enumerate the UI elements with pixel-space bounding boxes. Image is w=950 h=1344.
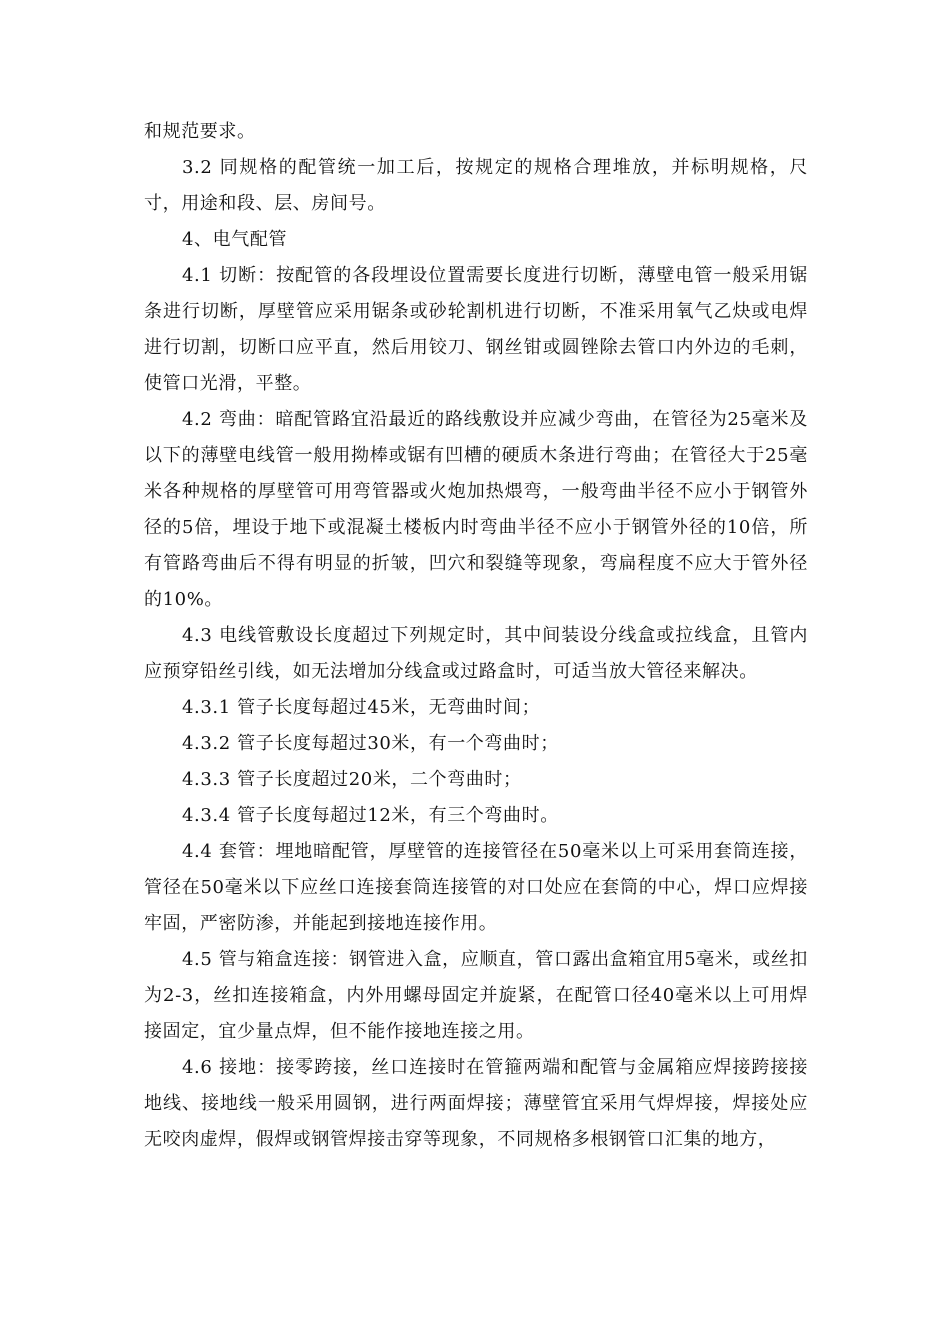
paragraph-4-3: 4.3 电线管敷设长度超过下列规定时，其中间装设分线盒或拉线盒，且管内应预穿铅丝引线，如无法增加分线盒或过路盒时，可适当放大管径来解决。 [144, 625, 808, 682]
paragraph-4-1: 4.1 切断：按配管的各段埋设位置需要长度进行切断，薄壁电管一般采用锯条进行切断，厚壁管应采用锯条或砂轮割机进行切断，不准采用氧气乙炔或电焊进行切割，切断口应平直，然后用铰刀、钢丝钳或圆锉除去管口内外边的毛刺，使管口光滑，平整。 [144, 265, 808, 394]
paragraph-4-5: 4.5 管与箱盒连接：钢管进入盒，应顺直，管口露出盒箱宜用5毫米，或丝扣为2-3，丝扣连接箱盒，内外用螺母固定并旋紧，在配管口径40毫米以上可用焊接固定，宜少量点焊，但不能作接地连接之用。 [144, 949, 808, 1042]
paragraph-3-2: 3.2 同规格的配管统一加工后，按规定的规格合理堆放，并标明规格，尺寸，用途和段、层、房间号。 [144, 157, 808, 214]
paragraph-4-6: 4.6 接地：接零跨接，丝口连接时在管箍两端和配管与金属箱应焊接跨接接地线、接地线一般采用圆钢，进行两面焊接；薄壁管宜采用气焊焊接，焊接处应无咬肉虚焊，假焊或钢管焊接击穿等现象，不同规格多根钢管口汇集的地方， [144, 1057, 808, 1150]
paragraph-4-4: 4.4 套管：埋地暗配管，厚壁管的连接管径在50毫米以上可采用套筒连接，管径在50毫米以下应丝口连接套筒连接管的对口处应在套筒的中心，焊口应焊接牢固，严密防渗，并能起到接地连接作用。 [144, 841, 808, 934]
paragraph-continuation: 和规范要求。 [144, 121, 256, 142]
paragraph-4-3-2: 4.3.2 管子长度每超过30米，有一个弯曲时； [182, 733, 559, 754]
document-body [144, 114, 808, 1158]
paragraph-4-3-3: 4.3.3 管子长度超过20米，二个弯曲时； [182, 769, 522, 790]
paragraph-4-3-4: 4.3.4 管子长度每超过12米，有三个弯曲时。 [182, 805, 559, 826]
section-heading-4: 4、电气配管 [182, 229, 288, 250]
paragraph-4-2: 4.2 弯曲：暗配管路宜沿最近的路线敷设并应减少弯曲，在管径为25毫米及以下的薄壁电线管一般用拗棒或锯有凹槽的硬质木条进行弯曲；在管径大于25毫米各种规格的厚壁管可用弯管器或火炮加热煨弯，一般弯曲半径不应小于钢管外径的5倍，埋设于地下或混凝土楼板内时弯曲半径不应小于钢管外径的10倍，所有管路弯曲后不得有明显的折皱，凹穴和裂缝等现象，弯扁程度不应大于管外径的10%。 [144, 409, 808, 610]
paragraph-4-3-1: 4.3.1 管子长度每超过45米，无弯曲时间； [182, 697, 541, 718]
